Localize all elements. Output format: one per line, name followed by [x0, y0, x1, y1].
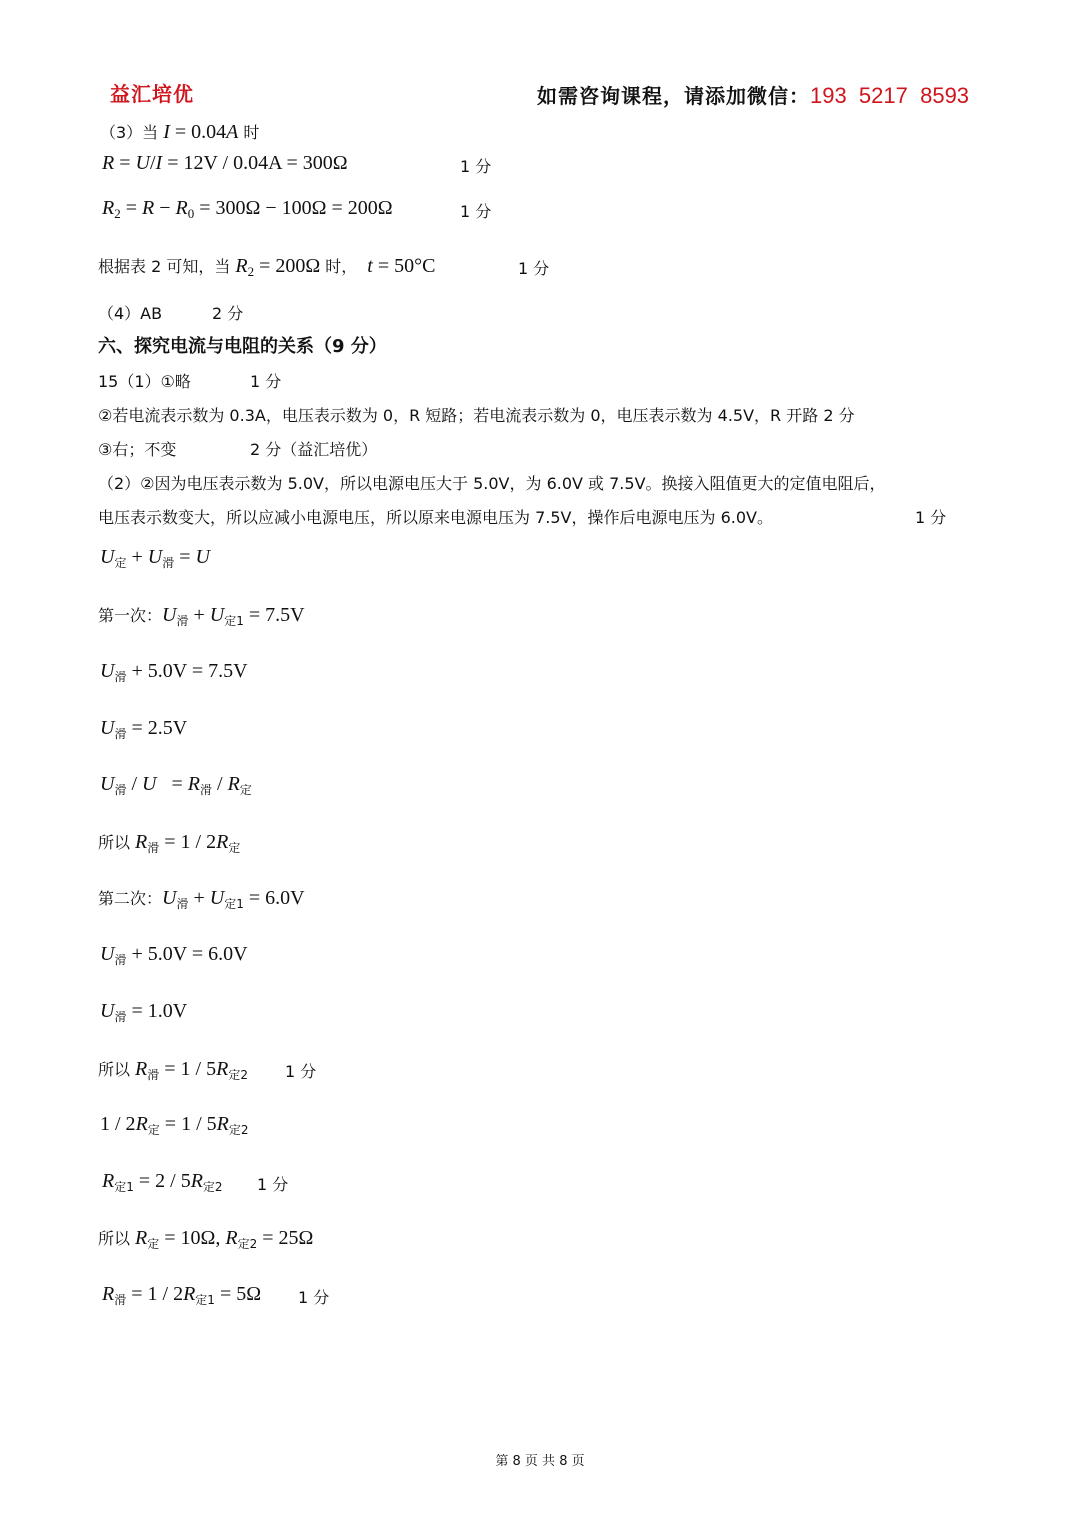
eq-values: 所以 $R_定 = 10\Omega$, $R_{定2} = 25\Omega$	[98, 1227, 314, 1251]
score-final: 1 分	[298, 1288, 330, 1307]
so-label-1: 所以	[98, 833, 131, 852]
score-r1-r2: 1 分	[257, 1175, 289, 1194]
so-label-3: 所以	[98, 1229, 131, 1248]
q15-line2: ②若电流表示数为 0.3A，电压表示数为 0，R 短路；若电流表示数为 0，电压表示数为 4.5V，R 开路 2 分	[98, 406, 855, 425]
eq-final: $R_滑 = 1 / 2R_{定1} = 5\Omega$	[102, 1283, 262, 1307]
first-label: 第一次：	[98, 606, 163, 625]
eq-voltage-sum: $U_定 + U_滑 = U$	[100, 546, 210, 570]
q15-line4: （2）②因为电压表示数为 5.0V，所以电源电压大于 5.0V，为 6.0V 或 7.5V。换接入阻值更大的定值电阻后，	[98, 474, 886, 493]
eq-first-result: $U_滑 = 2.5V$	[100, 717, 188, 741]
eq-second-result: $U_滑 = 1.0V$	[100, 1000, 188, 1024]
part4-answer: （4）AB	[98, 304, 163, 323]
part3-label: （3）当	[100, 123, 159, 142]
part3-condition: （3）当 I = 0.04A 时	[100, 121, 260, 143]
table-lookup-line: 根据表 2 可知，当 $R_2 = 200\Omega$ 时， t = 50°C	[98, 255, 436, 279]
q15-score1: 1 分	[250, 372, 282, 391]
eq-first-ratio: 所以 $R_滑 = 1 / 2R_定$	[98, 831, 241, 855]
eq-first-sub: $U_滑 + 5.0V = 7.5V$	[100, 660, 248, 684]
eq-second-ratio: 所以 $R_滑 = 1 / 5R_{定2}$	[98, 1058, 248, 1082]
part3-cond-tail: 时	[243, 123, 260, 142]
section-6-title: 六、探究电流与电阻的关系（9 分）	[98, 336, 387, 357]
score-R2: 1 分	[460, 202, 492, 221]
eq-r1-r2: $R_{定1} = 2 / 5R_{定2}$	[102, 1170, 223, 1194]
score-table: 1 分	[518, 259, 550, 278]
score-R: 1 分	[460, 157, 492, 176]
contact-info	[537, 80, 969, 109]
eq-equal-ratio: $1 / 2R_定 = 1 / 5R_{定2}$	[100, 1113, 249, 1137]
eq-ratio: $U_滑 / U = R_滑 / R_定$	[100, 773, 252, 797]
brand-name: 益汇培优	[110, 82, 194, 106]
so-label-2: 所以	[98, 1060, 131, 1079]
q15-line1: 15（1）①略	[98, 372, 191, 391]
equation-R: R = U/I = 12V / 0.04A = 300Ω	[102, 152, 348, 174]
eq-second-sub: $U_滑 + 5.0V = 6.0V$	[100, 943, 248, 967]
eq-second: 第二次：$U_滑 + U_{定1} = 6.0V$	[98, 887, 305, 911]
score-second-ratio: 1 分	[285, 1062, 317, 1081]
contact-label: 如需咨询课程，请添加微信：	[537, 84, 810, 108]
equation-R2: $R_2 = R - R_0 = 300\Omega - 100\Omega = 200\Omega$	[102, 197, 393, 221]
wechat-number: 193 5217 8593	[810, 83, 970, 108]
page-number: 第 8 页 共 8 页	[495, 1454, 585, 1469]
q15-line3: ③右；不变	[98, 440, 177, 459]
q15-line5-score: 1 分	[915, 508, 947, 527]
q15-line5: 电压表示数变大，所以应减小电源电压，所以原来电源电压为 7.5V，操作后电源电压为 6.0V。	[98, 508, 773, 527]
part4-score: 2 分	[212, 304, 244, 323]
table-text: 根据表 2 可知，当	[98, 257, 231, 276]
eq-first: 第一次：$U_滑 + U_{定1} = 7.5V$	[98, 604, 305, 628]
second-label: 第二次：	[98, 889, 163, 908]
table-time: 时，	[325, 257, 358, 276]
q15-line3-score: 2 分（益汇培优）	[250, 440, 378, 459]
